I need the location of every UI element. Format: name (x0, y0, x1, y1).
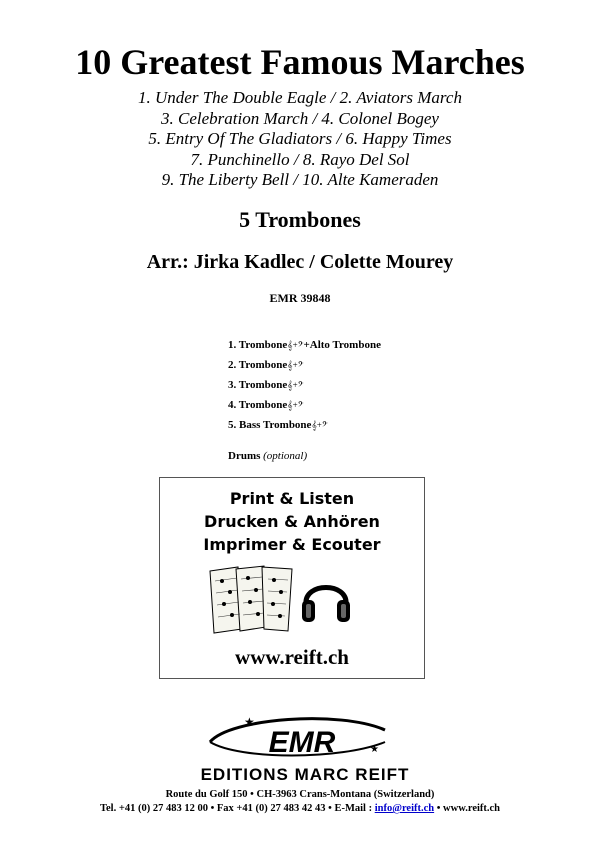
svg-text:★: ★ (244, 715, 255, 729)
part-item (228, 378, 381, 398)
clef-icon: 𝄞+𝄢 (287, 380, 304, 390)
part-item (228, 418, 381, 438)
page-title: 10 Greatest Famous Marches (75, 42, 525, 82)
clef-icon: 𝄞+𝄢 (287, 340, 304, 350)
piece-line: 3. Celebration March / 4. Colonel Bogey (161, 108, 439, 128)
part-name: 1. Trombone (228, 339, 288, 351)
drums-note: (optional) (263, 450, 308, 462)
ensemble-heading: 5 Trombones (239, 207, 361, 232)
piece-list (0, 88, 600, 191)
print-listen-box[interactable] (159, 477, 425, 679)
part-name: 2. Trombone (228, 359, 288, 371)
part-item (228, 358, 381, 378)
piece-line: 5. Entry Of The Gladiators / 6. Happy Times (148, 129, 452, 148)
part-name: 3. Trombone (228, 379, 288, 391)
part-name: 5. Bass Trombone (228, 419, 312, 431)
piece-line: 9. The Liberty Bell / 10. Alte Kameraden (161, 170, 439, 189)
publisher-contact (0, 802, 600, 815)
part-item (228, 398, 381, 418)
promo-line-en: Print & Listen (229, 489, 355, 508)
drums-part (228, 450, 307, 462)
clef-icon: 𝄞+𝄢 (311, 420, 328, 430)
promo-line-de: Drucken & Anhören (204, 512, 380, 531)
arranger-line: Arr.: Jirka Kadlec / Colette Mourey (146, 251, 454, 273)
parts-list (228, 338, 381, 438)
sheet-music-icon (208, 563, 298, 635)
headphones-icon (298, 570, 354, 628)
piece-line: 1. Under The Double Eagle / 2. Aviators March (138, 88, 462, 107)
clef-icon: 𝄞+𝄢 (287, 360, 304, 370)
publisher-address: Route du Golf 150 • CH-3963 Crans-Montana (Switzerland) (165, 789, 435, 800)
logo-mark: EMR (268, 726, 336, 759)
catalog-number: EMR 39848 (269, 291, 331, 305)
contact-text: Tel. +41 (0) 27 483 12 00 • Fax +41 (0) 27 483 42 43 • E-Mail : (99, 803, 375, 814)
part-extra: +Alto Trombone (303, 339, 381, 351)
clef-icon: 𝄞+𝄢 (287, 400, 304, 410)
website-link[interactable]: www.reift.ch (235, 645, 349, 669)
drums-label: Drums (228, 450, 261, 462)
logo-wordmark: EDITIONS MARC REIFT (200, 765, 410, 784)
promo-line-fr: Imprimer & Ecouter (203, 535, 381, 554)
svg-text:★: ★ (370, 744, 379, 755)
part-name: 4. Trombone (228, 399, 288, 411)
contact-web: • www.reift.ch (434, 803, 501, 814)
piece-line: 7. Punchinello / 8. Rayo Del Sol (190, 149, 410, 169)
part-item (228, 338, 381, 358)
emr-logo (170, 712, 440, 784)
email-link[interactable]: info@reift.ch (374, 803, 435, 814)
